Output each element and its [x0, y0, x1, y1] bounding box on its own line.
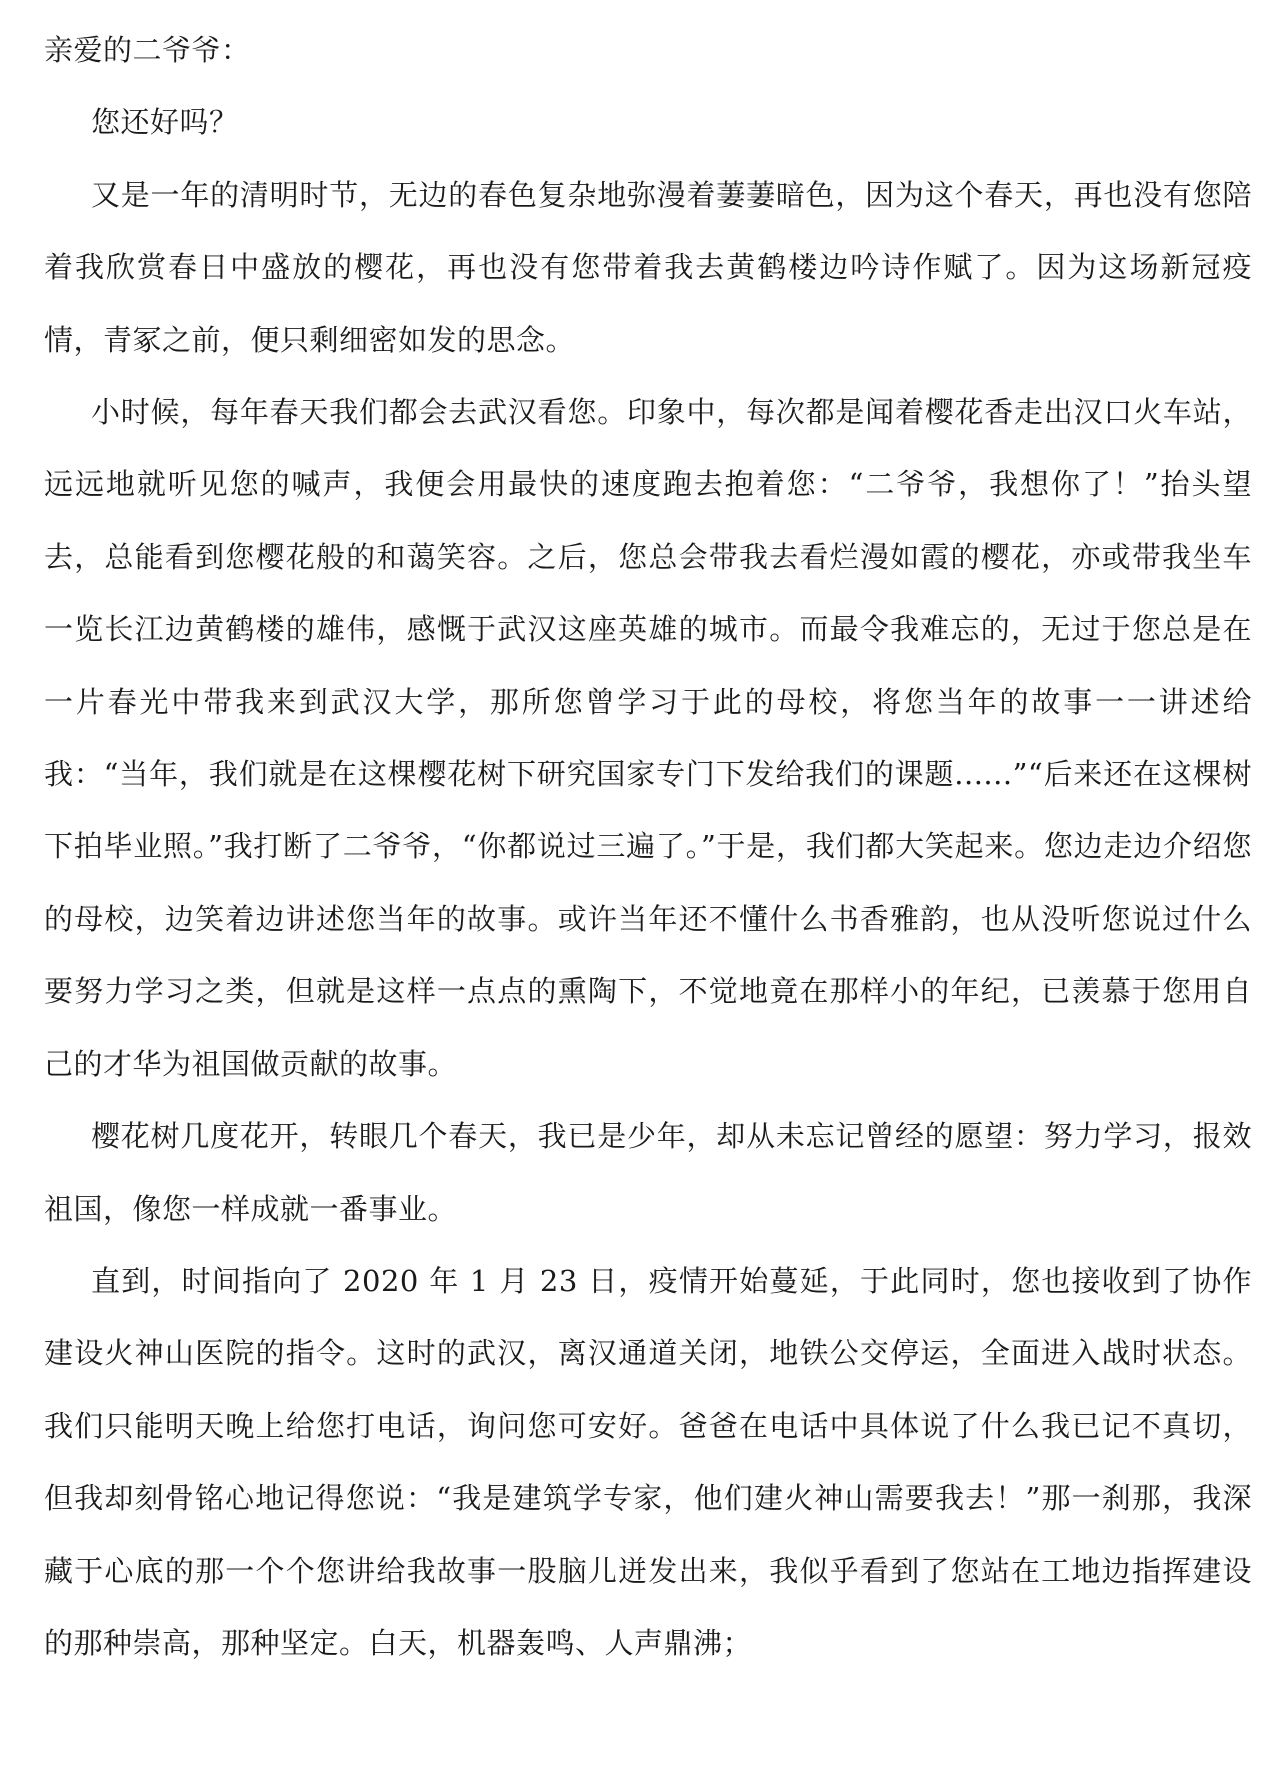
letter-salutation: 亲爱的二爷爷： — [44, 33, 251, 67]
paragraph-qingming: 又是一年的清明时节，无边的春色复杂地弥漫着萋萋暗色，因为这个春天，再也没有您陪着我欣赏春日中盛放的樱花，再也没有您带着我去黄鹤楼边吟诗作赋了。因为这场新冠疫情，青冢之前，便只剩细密如发的思念。 — [44, 177, 1252, 357]
paragraph-greeting: 您还好吗？ — [91, 105, 239, 140]
paragraph-aspiration: 樱花树几度花开，转眼几个春天，我已是少年，却从未忘记曾经的愿望：努力学习，报效祖国，像您一样成就一番事业。 — [44, 1119, 1252, 1226]
paragraph-childhood: 小时候，每年春天我们都会去武汉看您。印象中，每次都是闻着樱花香走出汉口火车站，远远地就听见您的喊声，我便会用最快的速度跑去抱着您：“二爷爷，我想你了！”抬头望去，总能看到您樱花般的和蔼笑容。之后，您总会带我去看烂漫如霞的樱花，亦或带我坐车一览长江边黄鹤楼的雄伟，感慨于武汉这座英雄的城市。而最令我难忘的，无过于您总是在一片春光中带我来到武汉大学，那所您曾学习于此的母校，将您当年的故事一一讲述给我：“当年，我们就是在这棵樱花树下研究国家专门下发给我们的课题......”“后来还在这棵树下拍毕业照。”我打断了二爷爷，“你都说过三遍了。”于是，我们都大笑起来。您边走边介绍您的母校，边笑着边讲述您当年的故事。或许当年还不懂什么书香雅韵，也从没听您说过什么要努力学习之类，但就是这样一点点的熏陶下，不觉地竟在那样小的年纪，已羡慕于您用自己的才华为祖国做贡献的故事。 — [44, 395, 1252, 1081]
letter-body — [44, 14, 1252, 1679]
paragraph-epidemic: 直到，时间指向了 2020 年 1 月 23 日，疫情开始蔓延，于此同时，您也接收到了协作建设火神山医院的指令。这时的武汉，离汉通道关闭，地铁公交停运，全面进入战时状态。我们只能明天晚上给您打电话，询问您可安好。爸爸在电话中具体说了什么我已记不真切，但我却刻骨铭心地记得您说：“我是建筑学专家，他们建火神山需要我去！”那一刹那，我深藏于心底的那一个个您讲给我故事一股脑儿迸发出来，我似乎看到了您站在工地边指挥建设的那种崇高，那种坚定。白天，机器轰鸣、人声鼎沸； — [44, 1263, 1252, 1660]
